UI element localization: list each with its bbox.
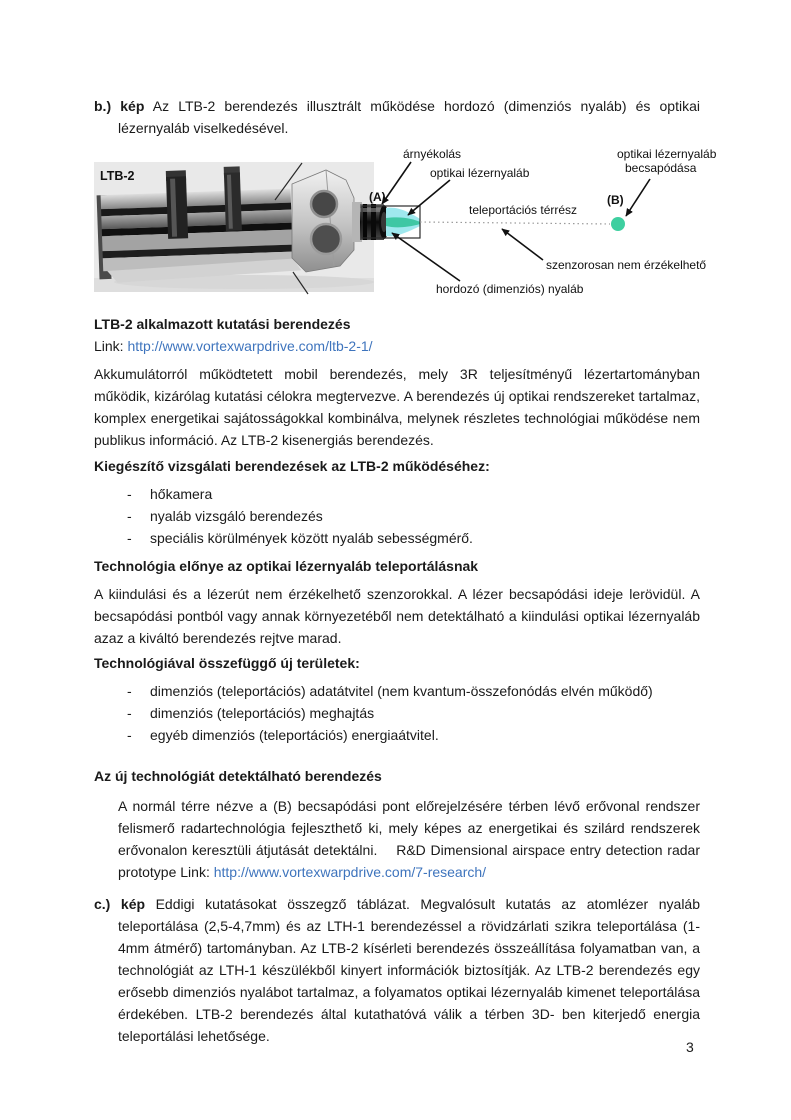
- list-item: [94, 680, 700, 702]
- research-link[interactable]: http://www.vortexwarpdrive.com/7-research/: [213, 864, 487, 880]
- auxiliary-heading: Kiegészítő vizsgálati berendezések az LTB-2 működéséhez:: [94, 458, 490, 474]
- list-item-text: dimenziós (teleportációs) adatátvitel (nem kvantum-összefonódás elvén működő): [150, 683, 653, 699]
- caption-b-marker: b.): [94, 98, 112, 114]
- research-link-line: [94, 335, 700, 357]
- list-item: [94, 483, 700, 505]
- bullet-dash: -: [127, 530, 132, 546]
- carrier-beam-label: hordozó (dimenziós) nyaláb: [436, 282, 584, 296]
- detection-paragraph: [94, 795, 700, 883]
- list-item-text: nyaláb vizsgáló berendezés: [150, 508, 323, 524]
- device-illustration: [94, 146, 709, 300]
- list-item: [94, 505, 700, 527]
- impact-label-line2: becsapódása: [625, 161, 697, 175]
- optical-beam-label: optikai lézernyaláb: [430, 166, 530, 180]
- bullet-dash: -: [127, 683, 132, 699]
- caption-b-paragraph: [94, 95, 700, 139]
- teleport-region-label: teleportációs térrész: [469, 203, 578, 217]
- bullet-dash: -: [127, 727, 132, 743]
- research-device-heading: LTB-2 alkalmazott kutatási berendezés: [94, 316, 351, 332]
- detection-text: A normál térre nézve a (B) becsapódási pont előrejelzésére térben lévő erővonal rendszer felismerő radartechnológia fejleszthető ki, mely képes az energetikai és szilárd rendszerek erővonalon keresztüli átjutását detektálni. R&D Dimensional airspace entry detection radar prototype Link:: [118, 798, 700, 880]
- caption-b-text: Az LTB-2 berendezés illusztrált működése hordozó (dimenziós nyaláb) és optikai lézernyaláb viselkedésével.: [118, 98, 700, 136]
- shielding-label: árnyékolás: [403, 147, 462, 161]
- caption-c-text: Eddigi kutatásokat összegző táblázat. Megvalósult kutatás az atomlézer nyaláb teleportálása (2,5-4,7mm) és az LTH-1 berendezéssel a rövidzárlati szikra teleportálása (1-4mm átmérő) tartományban. Az LTB-2 kísérleti berendezés összeállítása folyamatban van, a technológiát az LTH-1 készülékből kinyert információk biztosítják. Az LTB-2 berendezés egy erősebb dimenziós nyalábot tartalmaz, a folyamatos optikai lézernyaláb kimenet teleportálása érdekében. LTB-2 berendezés által kutathatóvá válik a térben 3D- ben kiterjedő energia teleportálási lehetősége.: [118, 896, 700, 1044]
- caption-c-marker: c.): [94, 896, 111, 912]
- point-b-label: (B): [607, 193, 624, 207]
- caption-c-paragraph: [94, 893, 700, 1047]
- research-device-paragraph: Akkumulátorról működtetett mobil berendezés, mely 3R teljesítményű lézertartományban működik, kizárólag kutatási célokra megtervezve. A berendezés új optikai rendszereket tartalmaz, komplex energetikai sajátosságokkal kombinálva, melynek részletes technológiai működése nem publikus információ. Az LTB-2 kisenergiás berendezés.: [94, 366, 700, 448]
- list-item-text: egyéb dimenziós (teleportációs) energiaátvitel.: [150, 727, 439, 743]
- page-number: 3: [686, 1039, 694, 1055]
- caption-b-keyword: kép: [120, 98, 145, 114]
- impact-dot: [611, 217, 625, 231]
- point-a-label: (A): [369, 190, 386, 204]
- list-item-text: speciális körülmények között nyaláb sebességmérő.: [150, 530, 473, 546]
- detection-heading: Az új technológiát detektálható berendezés: [94, 768, 382, 784]
- bullet-dash: -: [127, 508, 132, 524]
- list-item: [94, 724, 700, 746]
- new-areas-heading: Technológiával összefüggő új területek:: [94, 655, 360, 671]
- link-label: Link:: [94, 338, 124, 354]
- ltb2-link[interactable]: http://www.vortexwarpdrive.com/ltb-2-1/: [127, 338, 373, 354]
- list-item: [94, 702, 700, 724]
- list-item-text: dimenziós (teleportációs) meghajtás: [150, 705, 375, 721]
- advantage-paragraph: A kiindulási és a lézerút nem érzékelhető szenzorokkal. A lézer becsapódási ideje lerövidül. A becsapódási pontból vagy annak környezetéből nem detektálható a kiindulási optikai lézernyaláb azaz a kiváltó berendezés rejtve marad.: [94, 586, 700, 646]
- ltb2-figure: [94, 146, 717, 300]
- list-item: [94, 527, 700, 549]
- device-name-label: LTB-2: [100, 169, 135, 183]
- advantage-heading: Technológia előnye az optikai lézernyaláb teleportálásnak: [94, 558, 479, 574]
- bullet-dash: -: [127, 705, 132, 721]
- auxiliary-list: [94, 483, 700, 549]
- new-areas-list: [94, 680, 700, 746]
- bullet-dash: -: [127, 486, 132, 502]
- impact-label-line1: optikai lézernyaláb: [617, 147, 717, 161]
- not-detectable-label: szenzorosan nem érzékelhető: [546, 258, 707, 272]
- list-item-text: hőkamera: [150, 486, 213, 502]
- caption-c-keyword: kép: [120, 896, 146, 912]
